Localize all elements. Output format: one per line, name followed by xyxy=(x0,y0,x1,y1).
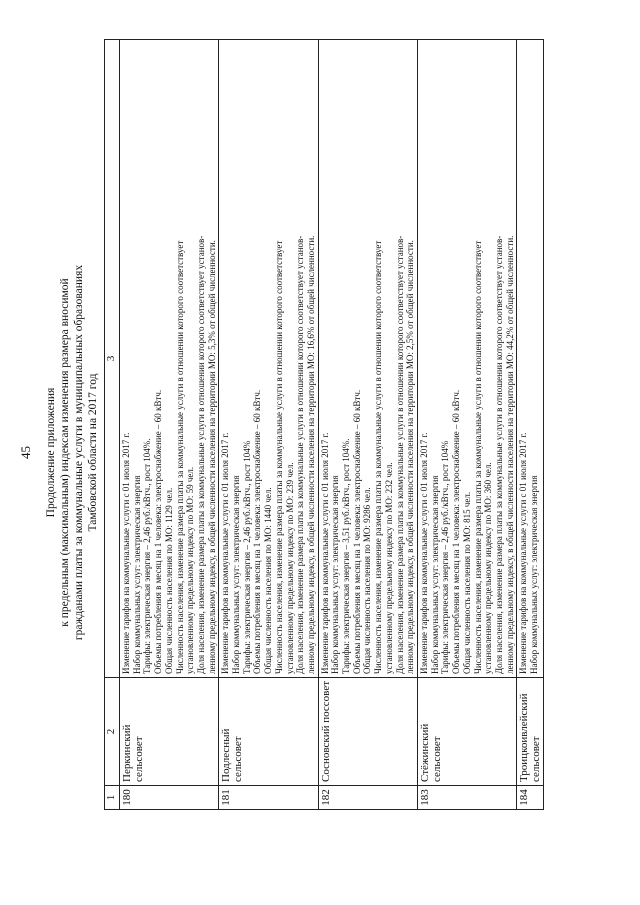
detail-line: ленному предельному индексу, в общей численности населения на территории МО: 2,5% от общей численности. xyxy=(405,240,416,674)
table-header-row xyxy=(105,40,120,810)
detail-line: Объемы потребления в месяц на 1 человека: электроснабжение – 60 кВтч. xyxy=(252,389,263,674)
detail-line: Объемы потребления в месяц на 1 человека: электроснабжение – 60 кВтч. xyxy=(451,389,462,674)
detail-line: Общая численность населения по МО: 9286 чел. xyxy=(362,487,373,674)
detail-line: Набор коммунальных услуг: электрическая энергия xyxy=(429,475,440,674)
appendix-heading xyxy=(44,0,100,905)
detail-line: Общая численность населения по МО: 1129 чел. xyxy=(163,487,174,674)
tariff-details xyxy=(517,40,544,678)
tariff-details xyxy=(417,40,516,678)
detail-line: установленному предельному индексу по МО: 59 чел. xyxy=(185,466,196,674)
column-header: 1 xyxy=(105,786,120,810)
detail-line: Изменение тарифов на коммунальные услуги с 01 июля 2017 г. xyxy=(220,432,231,674)
detail-line: Изменение тарифов на коммунальные услуги с 01 июля 2017 г. xyxy=(121,432,131,674)
detail-line: Набор коммунальных услуг: электрическая энергия xyxy=(330,475,341,674)
row-number: 181 xyxy=(219,786,318,810)
detail-line: ленному предельному индексу, в общей численности населения на территории МО: 44,2% от общей численности. xyxy=(504,235,515,674)
row-number: 184 xyxy=(517,786,544,810)
detail-line: Общая численность населения по МО: 1440 чел. xyxy=(263,487,274,674)
detail-line: Численность населения, изменение размера платы за коммунальные услуги в отношении которого соответствует xyxy=(174,240,185,674)
municipality-name: Перкинский сельсовет xyxy=(120,678,219,786)
tariff-details xyxy=(120,40,219,678)
detail-line: Численность населения, изменение размера платы за коммунальные услуги в отношении которого соответствует xyxy=(472,240,483,674)
table-row xyxy=(219,40,318,810)
page-number: 45 xyxy=(18,446,33,459)
row-number: 183 xyxy=(417,786,516,810)
detail-line: Тарифы: электрическая энергия – 3,51 руб./кВтч., рост 104%. xyxy=(341,438,352,674)
detail-line: ленному предельному индексу, в общей численности населения на территории МО: 5,3% от общей численности. xyxy=(206,240,217,674)
detail-line: Доля населения, изменение размера платы за коммунальные услуги в отношении которого соответствует установ- xyxy=(394,235,405,674)
municipality-name: Стёжинский сельсовет xyxy=(417,678,516,786)
detail-line: Численность населения, изменение размера платы за коммунальные услуги в отношении которого соответствует xyxy=(373,240,384,674)
detail-line: Изменение тарифов на коммунальные услуги с 01 июля 2017 г. xyxy=(319,432,330,674)
detail-line: Доля населения, изменение размера платы за коммунальные услуги в отношении которого соответствует установ- xyxy=(295,235,306,674)
heading-line: Тамбовской области на 2017 год xyxy=(87,373,99,532)
tariff-table xyxy=(104,39,544,810)
detail-line: Численность населения, изменение размера платы за коммунальные услуги в отношении которого соответствует xyxy=(273,240,284,674)
detail-line: Набор коммунальных услуг: электрическая энергия xyxy=(231,475,242,674)
detail-line: Общая численность населения по МО: 815 чел. xyxy=(461,491,472,674)
table-row xyxy=(120,40,219,810)
tariff-details xyxy=(219,40,318,678)
municipality-name: Троицкоивлейский сельсовет xyxy=(517,678,544,786)
tariff-details xyxy=(318,40,417,678)
detail-line: установленному предельному индексу по МО: 239 чел. xyxy=(284,462,295,674)
municipality-name: Подлесный сельсовет xyxy=(219,678,318,786)
row-number: 182 xyxy=(318,786,417,810)
heading-line: Продолжение приложения xyxy=(45,387,57,518)
heading-line: гражданами платы за коммунальные услуги в муниципальных образованиях xyxy=(73,264,85,641)
table-row xyxy=(417,40,516,810)
detail-line: Тарифы: электрическая энергия – 2,46 руб./кВтч., рост 104% xyxy=(440,440,451,674)
detail-line: Объемы потребления в месяц на 1 человека: электроснабжение – 60 кВтч. xyxy=(351,389,362,674)
heading-line: к предельным (максимальным) индексам изменения размера вносимой xyxy=(59,278,71,627)
detail-line: Набор коммунальных услуг: электрическая энергия xyxy=(131,475,142,674)
row-number: 180 xyxy=(120,786,219,810)
table-row xyxy=(318,40,417,810)
detail-line: Доля населения, изменение размера платы за коммунальные услуги в отношении которого соответствует установ- xyxy=(493,235,504,674)
column-header: 3 xyxy=(105,40,120,678)
table-row xyxy=(517,40,544,810)
detail-line: Доля населения, изменение размера платы за коммунальные услуги в отношении которого соответствует установ- xyxy=(195,235,206,674)
detail-line: установленному предельному индексу по МО: 232 чел. xyxy=(383,462,394,674)
detail-line: Изменение тарифов на коммунальные услуги с 01 июля 2017 г. xyxy=(418,432,429,674)
detail-line: Изменение тарифов на коммунальные услуги с 01 июля 2017 г. xyxy=(518,432,529,674)
detail-line: Тарифы: электрическая энергия – 2,46 руб./кВтч., рост 104% xyxy=(241,440,252,674)
municipality-name: Сосновский поссовет xyxy=(318,678,417,786)
detail-line: ленному предельному индексу, в общей численности населения на территории МО: 16,6% от общей численности. xyxy=(305,235,316,674)
detail-line: Набор коммунальных услуг: электрическая энергия xyxy=(529,475,540,674)
detail-line: Тарифы: электрическая энергия – 2,46 руб./кВтч., рост 104%. xyxy=(142,438,153,674)
detail-line: Объемы потребления в месяц на 1 человека: электроснабжение – 60 кВтч. xyxy=(153,389,164,674)
detail-line: установленному предельному индексу по МО: 360 чел. xyxy=(483,462,494,674)
column-header: 2 xyxy=(105,678,120,786)
